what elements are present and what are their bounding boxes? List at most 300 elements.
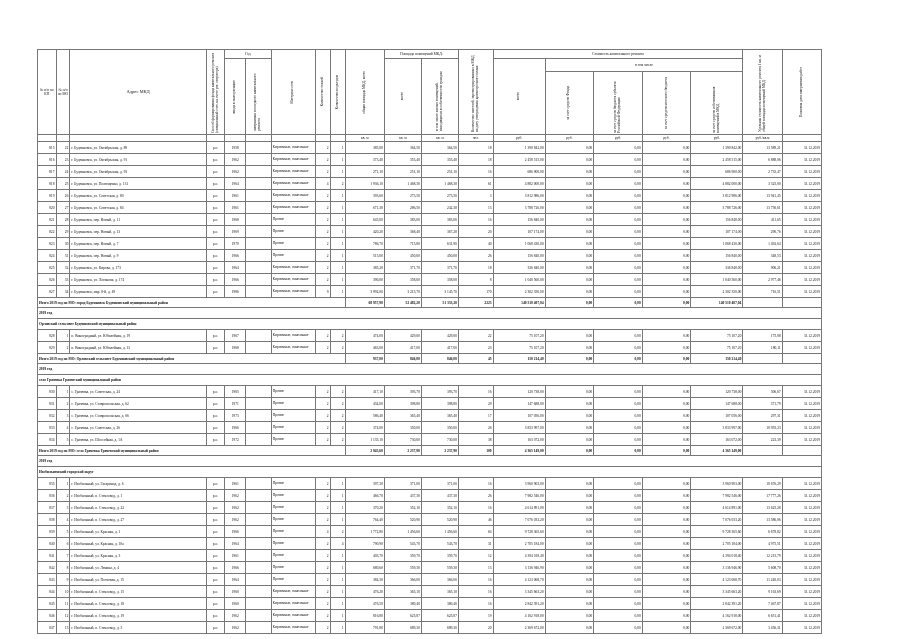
- table-cell: 434,00: [345, 398, 384, 410]
- table-cell: 163 072,00: [493, 434, 545, 446]
- table-cell: р.о.: [206, 434, 225, 446]
- table-cell: Прочие: [271, 502, 315, 514]
- table-cell: 1966: [225, 422, 246, 434]
- table-cell: 1: [330, 154, 345, 166]
- table-cell: 1 040 560,00: [493, 274, 545, 286]
- table-cell: 40: [458, 238, 493, 250]
- table-cell: 29: [458, 398, 493, 410]
- table-cell: 1962: [225, 154, 246, 166]
- table-cell: 429,00: [384, 330, 421, 342]
- table-cell: 0,00: [545, 422, 594, 434]
- table-cell: 1 468,30: [421, 178, 458, 190]
- table-cell: Прочие: [271, 550, 315, 562]
- table-cell: Прочие: [271, 514, 315, 526]
- table-cell: 0,00: [642, 190, 691, 202]
- table-cell: 0,00: [594, 538, 643, 550]
- table-cell: 821: [38, 214, 57, 226]
- col-residents: Количество жителей, зарегистрированных в МКД на дату утверждения краткосрочного плана: [458, 50, 493, 135]
- total-cell: 4 365 149,00: [493, 446, 545, 456]
- table-cell: г. Буденновск, ул. Октябрьская, д. 93: [70, 166, 206, 178]
- table-cell: 715,80: [384, 238, 421, 250]
- table-cell: 242,30: [421, 202, 458, 214]
- table-cell: 1: [330, 274, 345, 286]
- table-cell: р.о.: [206, 386, 225, 398]
- table-cell: р.о.: [206, 514, 225, 526]
- table-cell: 0,00: [594, 398, 643, 410]
- table-cell: 0,00: [642, 574, 691, 586]
- total-cell: 68 957,90: [345, 298, 384, 308]
- table-cell: 23: [56, 154, 70, 166]
- table-cell: 64: [458, 526, 493, 538]
- table-cell: 6 888,06: [743, 154, 782, 166]
- table-cell: 1 135,10: [345, 434, 384, 446]
- table-cell: 0,00: [594, 574, 643, 586]
- table-cell: 0,00: [642, 214, 691, 226]
- unit-cell: [206, 135, 225, 142]
- table-cell: 385,00: [345, 142, 384, 154]
- table-cell: 0,00: [642, 166, 691, 178]
- table-cell: 0,00: [545, 386, 594, 398]
- table-row: [38, 286, 822, 298]
- table-cell: 823: [38, 238, 57, 250]
- table-cell: 2: [315, 434, 330, 446]
- table-cell: 16: [458, 386, 493, 398]
- table-cell: 0,00: [642, 226, 691, 238]
- table-cell: 1 456,60: [421, 526, 458, 538]
- table-cell: р.о.: [206, 154, 225, 166]
- table-cell: 4: [56, 422, 70, 434]
- table-cell: 16: [458, 574, 493, 586]
- table-cell: 2 842 391,20: [691, 598, 743, 610]
- table-cell: 0,00: [642, 250, 691, 262]
- table-cell: 2 302 350,00: [691, 286, 743, 298]
- table-cell: р.о.: [206, 622, 225, 634]
- table-cell: [246, 434, 271, 446]
- table-cell: Прочие: [271, 410, 315, 422]
- table-cell: 3 833 997,00: [691, 422, 743, 434]
- table-cell: 2: [315, 386, 330, 398]
- repair-plan-table: [37, 49, 822, 634]
- col-wall-material: Материал стен: [271, 50, 315, 135]
- table-cell: г. Изобильный, ул. Красная, д. 10а: [70, 538, 206, 550]
- table-cell: 31.12.2019: [782, 398, 821, 410]
- table-cell: 730,00: [421, 434, 458, 446]
- table-cell: 28: [56, 214, 70, 226]
- table-cell: 1: [56, 330, 70, 342]
- table-cell: р.о.: [206, 262, 225, 274]
- table-cell: 686 900,00: [493, 166, 545, 178]
- table-cell: 0,00: [545, 434, 594, 446]
- table-cell: 520,90: [421, 514, 458, 526]
- table-cell: 0,00: [642, 238, 691, 250]
- table-cell: 1 040 560,00: [691, 274, 743, 286]
- table-cell: 1 390 842,00: [691, 142, 743, 154]
- table-cell: 9 728 365,60: [493, 526, 545, 538]
- table-cell: г. Буденновск, ул. Октябрьская, д. 91: [70, 154, 206, 166]
- table-cell: 170: [458, 286, 493, 298]
- table-cell: с. Грачевка, ул. Шоссейная, д. 1А: [70, 434, 206, 446]
- table-cell: 847: [38, 622, 57, 634]
- table-cell: р.о.: [206, 226, 225, 238]
- table-cell: 0,00: [594, 178, 643, 190]
- table-cell: 0,00: [594, 502, 643, 514]
- table-cell: 2: [315, 238, 330, 250]
- table-cell: п. Виноградный, ул. Юбилейная, д. 19: [70, 330, 206, 342]
- table-cell: 686 900,00: [691, 166, 743, 178]
- table-cell: 31.12.2019: [782, 550, 821, 562]
- table-cell: 0,00: [642, 550, 691, 562]
- table-cell: р.о.: [206, 398, 225, 410]
- table-cell: 476,50: [345, 598, 384, 610]
- col-cost-regional: за счет средств бюджета субъекта Российской Федерации: [594, 72, 643, 135]
- table-cell: 520,90: [384, 514, 421, 526]
- table-cell: 31.12.2019: [782, 514, 821, 526]
- table-cell: [246, 586, 271, 598]
- unit-cell: руб.: [493, 135, 545, 142]
- table-cell: 0,00: [594, 610, 643, 622]
- col-area-residential: в том числе жилых помещений, находящихся в собственности граждан: [421, 59, 458, 135]
- table-cell: 4: [315, 526, 330, 538]
- unit-cell: [225, 135, 246, 142]
- table-cell: 0,00: [594, 434, 643, 446]
- table-cell: 0,00: [642, 610, 691, 622]
- table-cell: 380,40: [384, 598, 421, 610]
- table-cell: 348,53: [743, 250, 782, 262]
- table-cell: г. Буденновск, ул. Полющенко, д. 131: [70, 178, 206, 190]
- table-cell: 1966: [225, 274, 246, 286]
- table-row: [38, 330, 822, 342]
- table-cell: 368,40: [384, 226, 421, 238]
- col-cost-total: всего: [493, 59, 545, 135]
- table-cell: 8: [458, 274, 493, 286]
- table-cell: 1: [330, 238, 345, 250]
- table-cell: 22: [458, 330, 493, 342]
- table-cell: 906,21: [743, 262, 782, 274]
- table-cell: 383,00: [421, 214, 458, 226]
- table-cell: 352,10: [384, 502, 421, 514]
- table-cell: 18: [458, 262, 493, 274]
- table-cell: 297,31: [743, 410, 782, 422]
- table-cell: 31.12.2019: [782, 262, 821, 274]
- table-cell: 1966: [225, 562, 246, 574]
- table-cell: 1962: [225, 490, 246, 502]
- table-cell: 7: [56, 550, 70, 562]
- total-cell: Итого 2019 год по МО: Орловский сельсовет Буденновский муниципальный район: [38, 354, 346, 364]
- table-cell: 2 842 391,20: [493, 598, 545, 610]
- table-cell: 3 992,00: [345, 286, 384, 298]
- total-cell: 0,00: [594, 446, 643, 456]
- table-cell: [246, 398, 271, 410]
- table-cell: 0,00: [545, 154, 594, 166]
- table-cell: 366,00: [421, 574, 458, 586]
- table-cell: 107 174,00: [691, 226, 743, 238]
- table-cell: 1: [330, 490, 345, 502]
- unit-cell: [271, 135, 315, 142]
- table-cell: с. Грачевка, ул. Ставропольская, д. 62: [70, 398, 206, 410]
- table-cell: 0,00: [594, 342, 643, 354]
- table-cell: 671,30: [345, 202, 384, 214]
- table-cell: [246, 490, 271, 502]
- table-cell: 4 882 000,00: [493, 178, 545, 190]
- table-cell: [246, 154, 271, 166]
- table-cell: 365,10: [384, 586, 421, 598]
- table-cell: 515,00: [345, 250, 384, 262]
- table-row: [38, 538, 822, 550]
- table-cell: 13 750,61: [743, 202, 782, 214]
- table-cell: 397,30: [345, 478, 384, 490]
- table-cell: 0,00: [545, 526, 594, 538]
- table-cell: 0,00: [545, 262, 594, 274]
- table-cell: 0,00: [545, 562, 594, 574]
- table-cell: 1960: [225, 586, 246, 598]
- table-cell: 13 586,06: [743, 514, 782, 526]
- table-cell: 0,00: [545, 550, 594, 562]
- table-cell: 251,10: [384, 166, 421, 178]
- table-cell: 156 840,00: [691, 214, 743, 226]
- table-cell: 3 345 663,20: [493, 586, 545, 598]
- table-cell: 429,00: [421, 330, 458, 342]
- total-cell: 2223: [458, 298, 493, 308]
- table-cell: 26: [458, 490, 493, 502]
- unit-cell: [70, 135, 206, 142]
- table-cell: 31.12.2019: [782, 622, 821, 634]
- table-cell: 0,00: [594, 274, 643, 286]
- table-cell: 3 436,31: [743, 622, 782, 634]
- table-cell: р.о.: [206, 490, 225, 502]
- table-cell: [246, 598, 271, 610]
- table-cell: г. Буденновск, мкр. 8-й, д. 49: [70, 286, 206, 298]
- table-cell: 353,40: [421, 154, 458, 166]
- col-cost-federal: за счет средств Фонда: [545, 72, 594, 135]
- table-cell: 0,00: [642, 586, 691, 598]
- table-cell: 844: [38, 586, 57, 598]
- table-cell: 5: [56, 434, 70, 446]
- table-cell: Прочие: [271, 526, 315, 538]
- total-cell: 2 237,90: [384, 446, 421, 456]
- table-cell: 815: [38, 142, 57, 154]
- table-cell: 393,70: [384, 386, 421, 398]
- table-cell: 32: [56, 262, 70, 274]
- table-cell: Прочие: [271, 562, 315, 574]
- table-cell: 1 772,80: [345, 526, 384, 538]
- table-cell: [246, 238, 271, 250]
- table-cell: 4: [330, 538, 345, 550]
- table-cell: 1: [330, 226, 345, 238]
- table-cell: 842: [38, 562, 57, 574]
- table-cell: 359,70: [384, 550, 421, 562]
- table-cell: 1: [56, 478, 70, 490]
- table-cell: 16: [458, 598, 493, 610]
- table-cell: с. Грачевка, ул. Советская, д. 24: [70, 386, 206, 398]
- col-num-kk: № п/п по КП: [38, 50, 57, 135]
- table-cell: 6: [56, 538, 70, 550]
- table-cell: 31.12.2019: [782, 410, 821, 422]
- table-cell: 1961: [225, 202, 246, 214]
- table-row: [38, 574, 822, 586]
- total-cell: 150 214,40: [493, 354, 545, 364]
- table-cell: 16: [458, 478, 493, 490]
- region-band: [38, 467, 822, 478]
- table-cell: 2: [315, 202, 330, 214]
- table-row: [38, 274, 822, 286]
- table-cell: 437,30: [384, 490, 421, 502]
- table-cell: 31.12.2019: [782, 214, 821, 226]
- table-cell: Кирпичные, панельные: [271, 274, 315, 286]
- table-cell: 1986: [225, 286, 246, 298]
- table-cell: 7 076 033,20: [493, 514, 545, 526]
- table-cell: 2: [330, 422, 345, 434]
- table-cell: 0,00: [594, 598, 643, 610]
- table-row: [38, 410, 822, 422]
- table-cell: р.о.: [206, 478, 225, 490]
- total-cell: Итого 2019 год по МО: село Грачевка Грачевский муниципальный район: [38, 446, 346, 456]
- table-cell: 0,00: [642, 202, 691, 214]
- table-cell: 1: [330, 202, 345, 214]
- total-cell: 52 482,20: [384, 298, 421, 308]
- table-cell: 390,00: [345, 274, 384, 286]
- table-cell: 107 056,00: [691, 410, 743, 422]
- table-cell: 7 076 033,20: [691, 514, 743, 526]
- table-cell: 156 840,00: [493, 214, 545, 226]
- table-row: [38, 250, 822, 262]
- table-row: [38, 386, 822, 398]
- table-row: [38, 238, 822, 250]
- table-cell: 2: [330, 386, 345, 398]
- table-cell: 2 369 672,00: [493, 622, 545, 634]
- table-cell: 4 162 918,00: [691, 610, 743, 622]
- table-cell: 31.12.2019: [782, 190, 821, 202]
- table-cell: Прочие: [271, 478, 315, 490]
- table-cell: 4: [56, 514, 70, 526]
- table-cell: 4 123 068,70: [691, 574, 743, 586]
- table-cell: 1: [330, 250, 345, 262]
- table-cell: 26: [458, 422, 493, 434]
- table-cell: 1961: [225, 190, 246, 202]
- total-row: [38, 354, 822, 364]
- table-cell: 836: [38, 490, 57, 502]
- table-cell: [246, 574, 271, 586]
- year-band-label: 2019 год: [38, 364, 822, 375]
- table-cell: 24: [56, 166, 70, 178]
- table-cell: 75 107,20: [691, 330, 743, 342]
- table-cell: 107 056,00: [493, 410, 545, 422]
- table-row: [38, 598, 822, 610]
- table-row: [38, 622, 822, 634]
- table-cell: 9 163,69: [743, 586, 782, 598]
- table-cell: Прочие: [271, 214, 315, 226]
- total-cell: 0,00: [545, 298, 594, 308]
- table-cell: 0,00: [642, 598, 691, 610]
- table-row: [38, 526, 822, 538]
- table-cell: 0,00: [642, 178, 691, 190]
- table-cell: 33: [56, 274, 70, 286]
- table-cell: 31.12.2019: [782, 202, 821, 214]
- table-cell: г. Буденновск, пер. Новый, д. 11: [70, 214, 206, 226]
- table-cell: 2: [315, 550, 330, 562]
- table-cell: 364,50: [384, 142, 421, 154]
- table-cell: 843: [38, 574, 57, 586]
- table-cell: 816,80: [345, 610, 384, 622]
- total-cell: 51 333,20: [421, 298, 458, 308]
- table-cell: 2: [315, 490, 330, 502]
- col-year-group: Год: [225, 50, 271, 59]
- table-cell: 31.12.2019: [782, 502, 821, 514]
- table-cell: 1: [330, 514, 345, 526]
- table-cell: р.о.: [206, 250, 225, 262]
- table-cell: 8: [56, 562, 70, 574]
- table-cell: г. Буденновск, ул. Кирова, д. 173: [70, 262, 206, 274]
- table-cell: 0,00: [594, 250, 643, 262]
- table-cell: 6 651,41: [743, 610, 782, 622]
- table-cell: 38: [458, 434, 493, 446]
- table-cell: р.о.: [206, 142, 225, 154]
- table-cell: 31.12.2019: [782, 538, 821, 550]
- table-cell: 824: [38, 250, 57, 262]
- table-cell: 1964: [225, 538, 246, 550]
- table-cell: 835: [38, 478, 57, 490]
- table-cell: 2: [315, 562, 330, 574]
- table-cell: 0,00: [594, 514, 643, 526]
- table-cell: 31.12.2019: [782, 286, 821, 298]
- table-cell: 2: [315, 574, 330, 586]
- table-cell: 845: [38, 598, 57, 610]
- table-cell: 830: [38, 386, 57, 398]
- table-cell: [246, 226, 271, 238]
- table-cell: 0,00: [545, 190, 594, 202]
- table-cell: 0,00: [545, 214, 594, 226]
- table-cell: 841: [38, 550, 57, 562]
- table-cell: 0,00: [545, 538, 594, 550]
- table-cell: 0,00: [545, 622, 594, 634]
- table-cell: 2: [315, 514, 330, 526]
- table-cell: 828: [38, 330, 57, 342]
- table-cell: 829: [38, 342, 57, 354]
- total-cell: 937,00: [345, 354, 384, 364]
- table-cell: [246, 250, 271, 262]
- table-cell: 365,10: [421, 586, 458, 598]
- table-cell: 384,30: [345, 574, 384, 586]
- table-cell: 26: [458, 250, 493, 262]
- total-cell: 846,00: [421, 354, 458, 364]
- table-cell: 2: [315, 166, 330, 178]
- table-cell: 13: [458, 562, 493, 574]
- table-cell: 832: [38, 410, 57, 422]
- total-cell: 150 214,40: [691, 354, 743, 364]
- table-cell: р.о.: [206, 274, 225, 286]
- table-cell: Прочие: [271, 238, 315, 250]
- table-cell: р.о.: [206, 422, 225, 434]
- total-cell: 2 945,60: [345, 446, 384, 456]
- table-cell: Кирпичные, панельные: [271, 166, 315, 178]
- table-cell: [246, 422, 271, 434]
- table-cell: 383,00: [384, 214, 421, 226]
- table-cell: Прочие: [271, 434, 315, 446]
- table-cell: 0,00: [594, 422, 643, 434]
- table-cell: 3 960 903,00: [691, 478, 743, 490]
- table-cell: 1968: [225, 214, 246, 226]
- col-fund-method: Способ формирования фонда капитального ремонта (специальный счет, на счете рег. оператора): [206, 50, 225, 135]
- table-cell: [246, 286, 271, 298]
- table-cell: 31.12.2019: [782, 610, 821, 622]
- table-cell: [246, 610, 271, 622]
- table-cell: 251,10: [421, 166, 458, 178]
- table-cell: 2 369 672,00: [691, 622, 743, 634]
- table-cell: 0,00: [545, 250, 594, 262]
- table-cell: 353,40: [384, 154, 421, 166]
- table-cell: 12 215,79: [743, 550, 782, 562]
- table-cell: [246, 166, 271, 178]
- unit-cell: чел.: [458, 135, 493, 142]
